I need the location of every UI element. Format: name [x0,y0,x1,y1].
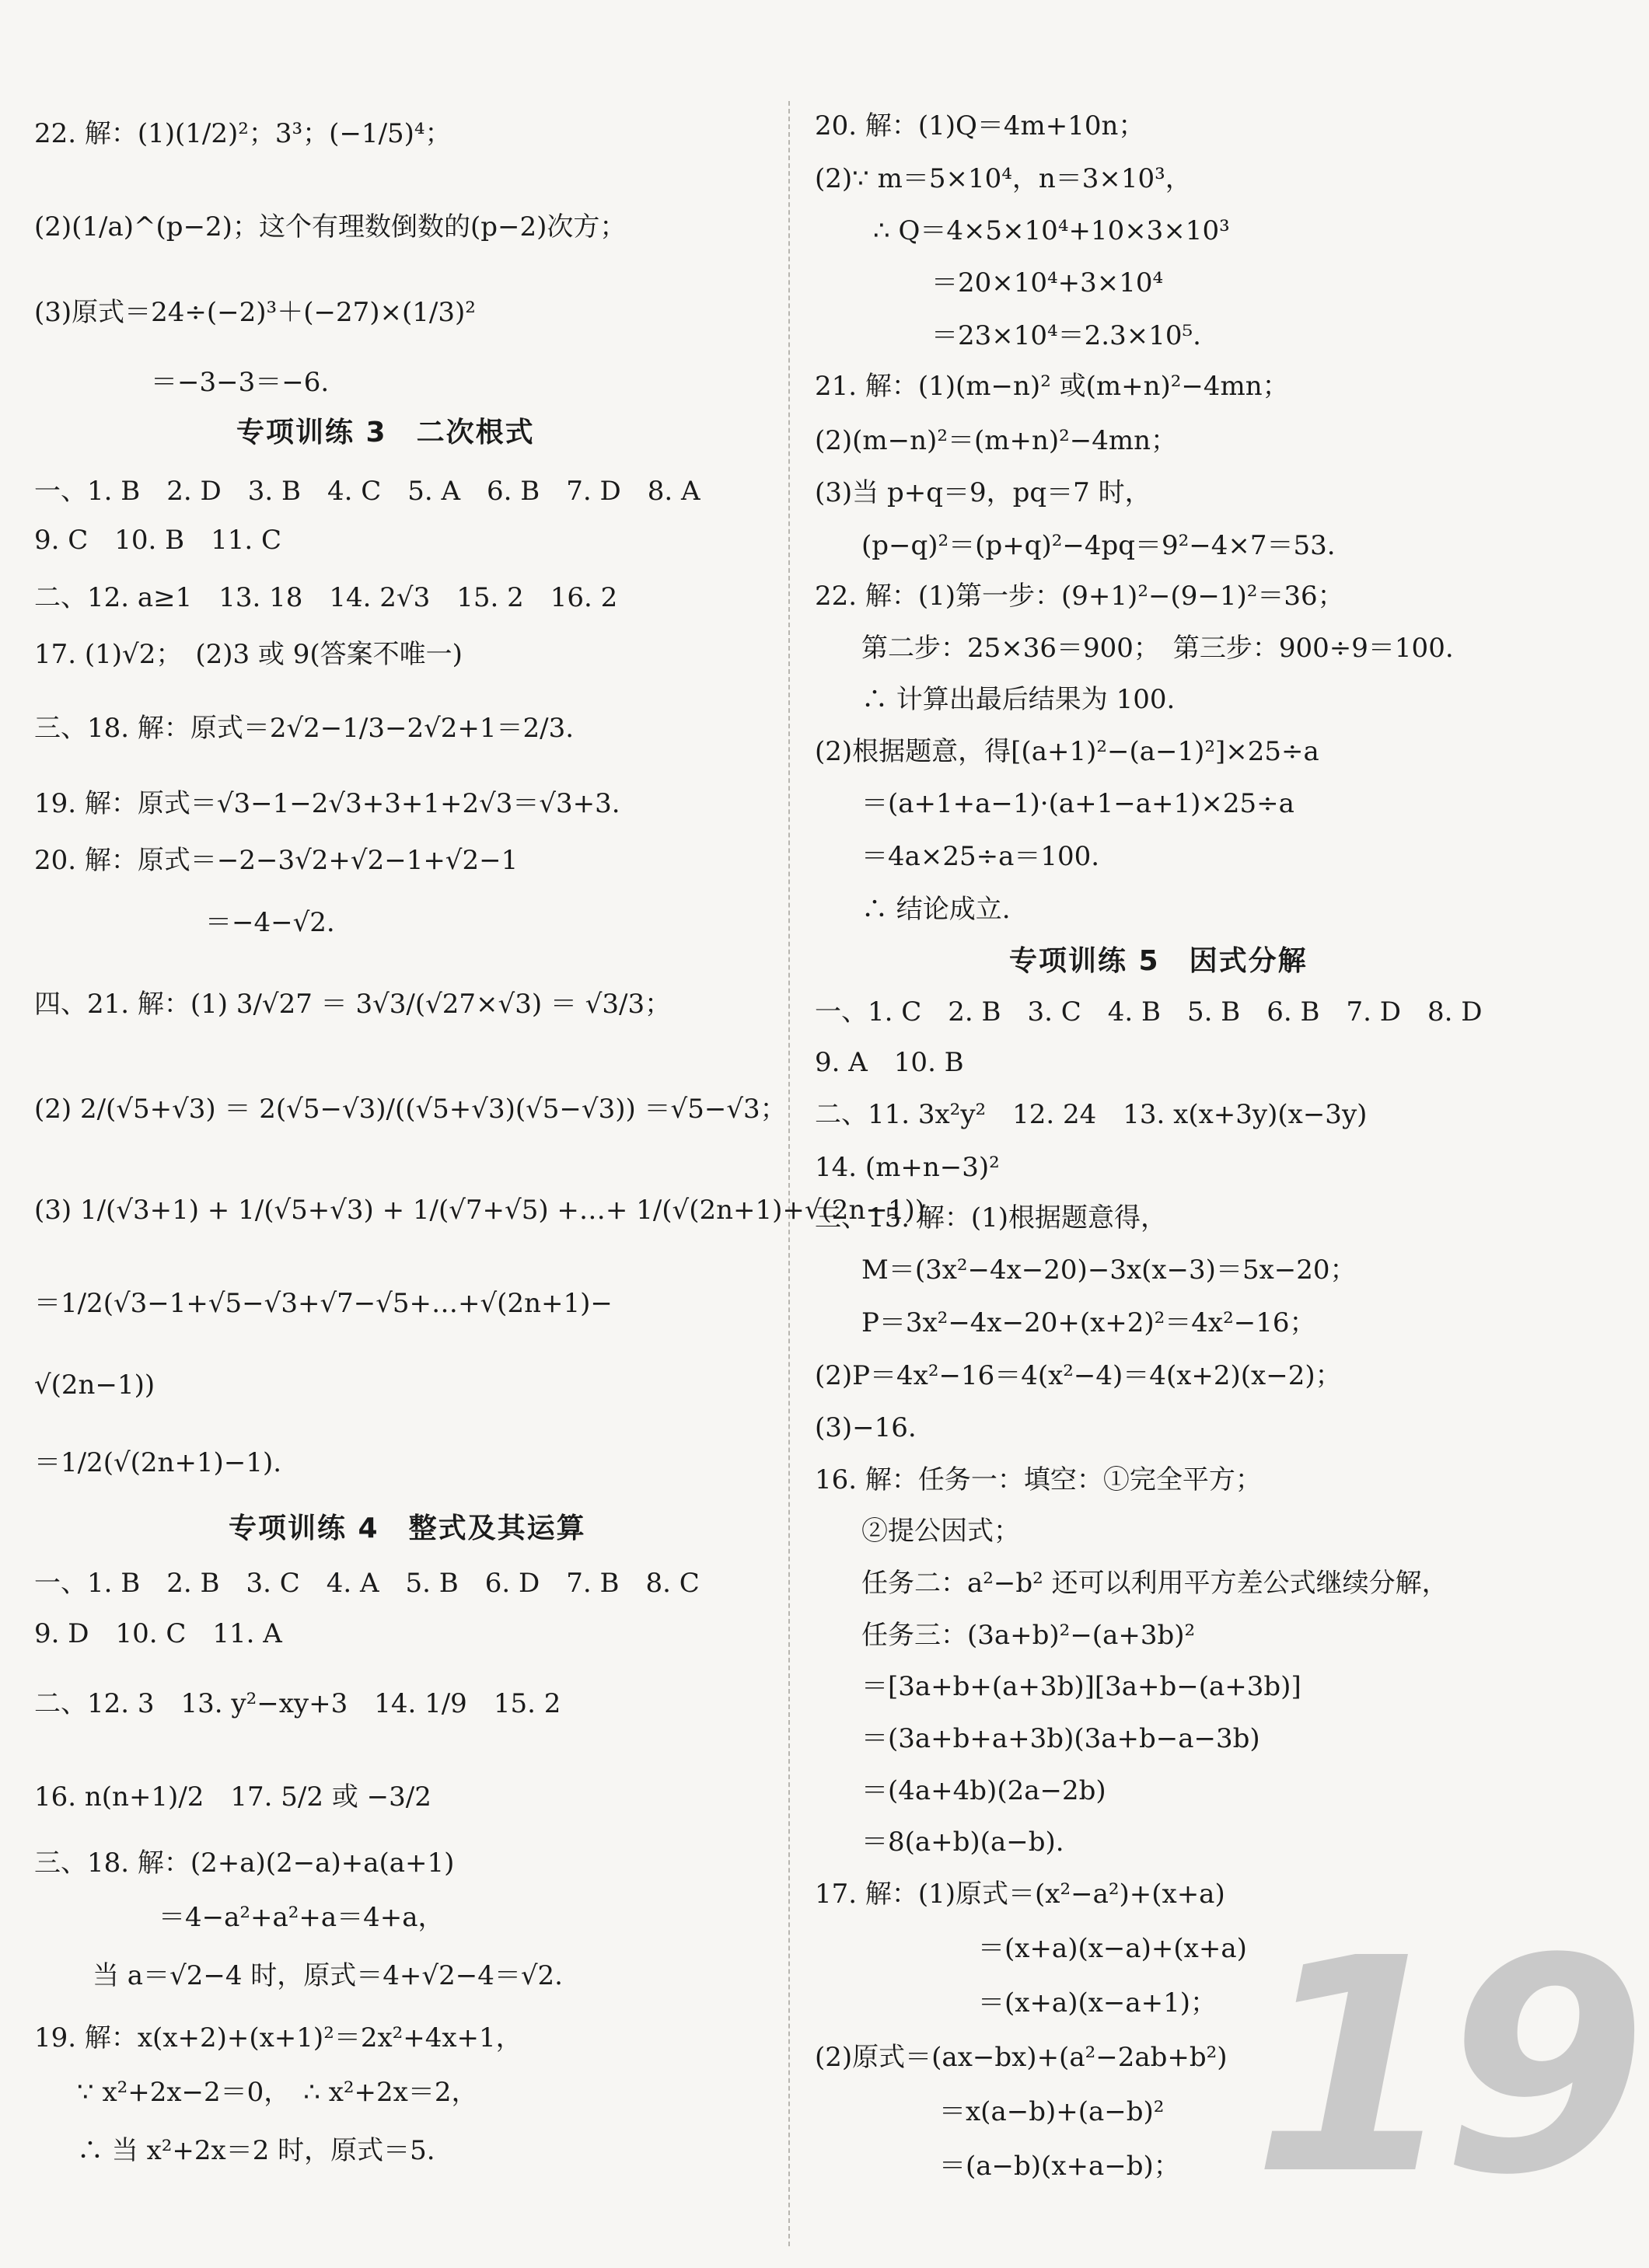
column-divider [788,101,790,2246]
answer-line: 第二步：25×36＝900； 第三步：900÷9＝100. [861,633,1454,664]
answer-line: ＝−3−3＝−6. [151,367,330,398]
section-heading: 专项训练 5 因式分解 [1009,945,1308,977]
answer-line: 22. 解：(1)(1/2)²；3³；(−1/5)⁴； [34,118,452,149]
answer-line: 当 a＝√2−4 时，原式＝4+√2−4＝√2. [93,1960,563,1991]
answer-line: 任务三：(3a+b)²−(a+3b)² [861,1620,1196,1651]
answer-line: ＝x(a−b)+(a−b)² [939,2096,1165,2127]
answer-line: ＝(4a+4b)(2a−2b) [861,1775,1106,1806]
answer-line: 二、11. 3x²y² 12. 24 13. x(x+3y)(x−3y) [815,1099,1368,1130]
answer-line: ∵ x²+2x−2＝0， ∴ x²+2x＝2， [77,2077,478,2108]
answer-line: 三、18. 解：(2+a)(2−a)+a(a+1) [34,1848,455,1879]
answer-line: ＝23×10⁴＝2.3×10⁵. [931,320,1201,351]
answer-line: ②提公因式； [861,1516,1020,1547]
answer-line: ∴ 结论成立. [861,894,1011,925]
answer-line: 17. (1)√2； (2)3 或 9(答案不唯一) [34,639,463,670]
answer-line: ＝−4−√2. [205,907,335,938]
answer-line: ＝(x+a)(x−a+1)； [978,1987,1218,2019]
answer-line: 9. A 10. B [815,1047,964,1078]
answer-line: ＝20×10⁴+3×10⁴ [931,267,1164,298]
answer-line: (2)P＝4x²−16＝4(x²−4)＝4(x+2)(x−2)； [815,1360,1342,1391]
answer-line: 一、1. C 2. B 3. C 4. B 5. B 6. B 7. D 8. D [815,996,1483,1028]
section-heading: 专项训练 3 二次根式 [236,417,535,448]
answer-line: 19. 解：原式＝√3−1−2√3+3+1+2√3＝√3+3. [34,788,620,819]
answer-line: (3) 1/(√3+1) + 1/(√5+√3) + 1/(√7+√5) +…+ 1/(√(2n+1)+√(2n−1)) [34,1195,925,1226]
answer-line: M＝(3x²−4x−20)−3x(x−3)＝5x−20； [861,1254,1357,1286]
answer-line: 14. (m+n−3)² [815,1152,1000,1183]
answer-line: 任务二：a²−b² 还可以利用平方差公式继续分解， [861,1568,1448,1599]
answer-line: 三、15. 解：(1)根据题意得， [815,1202,1168,1233]
answer-line: ∴ Q＝4×5×10⁴+10×3×10³ [873,215,1230,246]
answer-line: √(2n−1)) [34,1370,155,1401]
answer-line: (3)当 p+q＝9，pq＝7 时， [815,477,1151,508]
answer-line: 一、1. B 2. D 3. B 4. C 5. A 6. B 7. D 8. A [34,476,700,507]
answer-line: (3)原式＝24÷(−2)³＋(−27)×(1/3)² [34,297,476,328]
answer-line: 16. 解：任务一：填空：①完全平方； [815,1464,1262,1495]
answer-line: ＝8(a+b)(a−b). [861,1827,1064,1858]
answer-line: 9. D 10. C 11. A [34,1618,282,1649]
answer-line: 17. 解：(1)原式＝(x²−a²)+(x+a) [815,1879,1225,1910]
answer-line: ＝4−a²+a²+a＝4+a， [159,1902,445,1933]
answer-line: 一、1. B 2. B 3. C 4. A 5. B 6. D 7. B 8. C [34,1568,700,1599]
answer-line: ＝1/2(√(2n+1)−1). [34,1447,282,1478]
answer-line: (2)(m−n)²＝(m+n)²−4mn； [815,425,1177,456]
answer-line: (2) 2/(√5+√3) ＝ 2(√5−√3)/((√5+√3)(√5−√3)) ＝√5−√3； [34,1094,787,1125]
answer-line: ＝(x+a)(x−a)+(x+a) [978,1933,1247,1964]
answer-line: 22. 解：(1)第一步：(9+1)²−(9−1)²＝36； [815,581,1344,612]
answer-line: ＝[3a+b+(a+3b)][3a+b−(a+3b)] [861,1671,1301,1702]
answer-line: 四、21. 解：(1) 3/√27 ＝ 3√3/(√27×√3) ＝ √3/3； [34,989,672,1020]
answer-line: (2)根据题意，得[(a+1)²−(a−1)²]×25÷a [815,736,1319,767]
answer-line: (2)∵ m＝5×10⁴，n＝3×10³， [815,163,1192,194]
answer-line: 19. 解：x(x+2)+(x+1)²＝2x²+4x+1， [34,2022,522,2053]
answer-line: ∴ 计算出最后结果为 100. [861,684,1176,715]
answer-line: 三、18. 解：原式＝2√2−1/3−2√2+1＝2/3. [34,713,575,744]
answer-line: (p−q)²＝(p+q)²−4pq＝9²−4×7＝53. [861,530,1336,561]
answer-line: 16. n(n+1)/2 17. 5/2 或 −3/2 [34,1781,431,1813]
answer-line: 二、12. a≥1 13. 18 14. 2√3 15. 2 16. 2 [34,582,618,613]
page-number: 19 [1252,1895,1632,2239]
answer-line: 20. 解：(1)Q＝4m+10n； [815,110,1145,141]
answer-line: ＝(a+1+a−1)·(a+1−a+1)×25÷a [861,788,1294,819]
answer-line: ＝(a−b)(x+a−b)； [939,2151,1180,2182]
section-heading: 专项训练 4 整式及其运算 [229,1513,586,1544]
answer-line: ∴ 当 x²+2x＝2 时，原式＝5. [77,2135,435,2166]
answer-line: 21. 解：(1)(m−n)² 或(m+n)²−4mn； [815,371,1289,402]
answer-line: ＝1/2(√3−1+√5−√3+√7−√5+…+√(2n+1)− [34,1288,613,1319]
answer-line: (2)原式＝(ax−bx)+(a²−2ab+b²) [815,2042,1228,2073]
answer-line: 二、12. 3 13. y²−xy+3 14. 1/9 15. 2 [34,1688,561,1719]
answer-line: P＝3x²−4x−20+(x+2)²＝4x²−16； [861,1307,1316,1338]
answer-line: ＝(3a+b+a+3b)(3a+b−a−3b) [861,1723,1260,1754]
answer-line: 20. 解：原式＝−2−3√2+√2−1+√2−1 [34,845,519,876]
answer-line: 9. C 10. B 11. C [34,525,282,556]
answer-line: ＝4a×25÷a＝100. [861,841,1100,872]
answer-line: (3)−16. [815,1412,917,1443]
answer-line: (2)(1/a)^(p−2)；这个有理数倒数的(p−2)次方； [34,211,627,243]
